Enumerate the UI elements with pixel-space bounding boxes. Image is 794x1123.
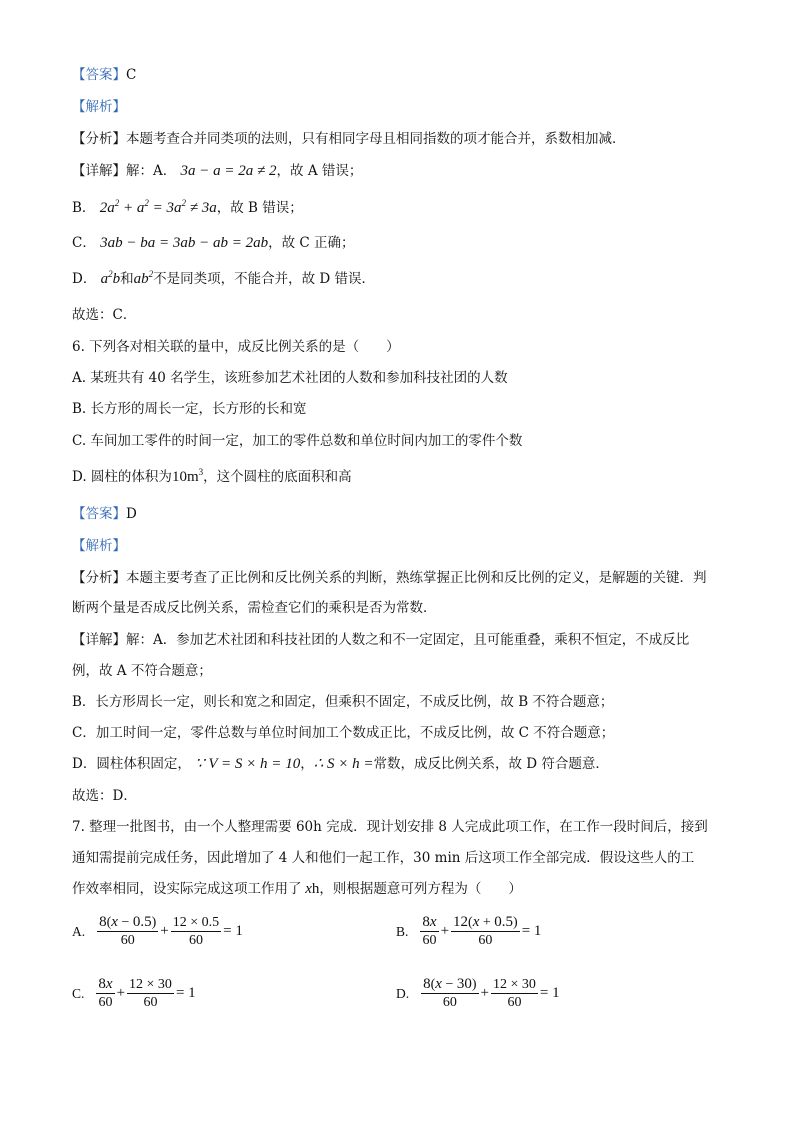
q5-c-line [72, 232, 754, 254]
b-lead: B． [72, 200, 96, 216]
xiangjie-lead: 解：A． [126, 163, 177, 179]
option-label-c: C. [72, 985, 85, 1001]
q7-option-d: D. $\frac{8(x - 30)}{60}$ + $\frac{12 \times 30}{60}$ = 1 [396, 976, 560, 1010]
fraction: $\frac{12 \times 30}{60}$ [129, 977, 172, 1010]
analysis-tag: 【解析】 [72, 99, 126, 115]
d-tail: 不是同类项，不能合并，故 D 错误． [153, 271, 376, 287]
q6-option-c-text: C. 车间加工零件的时间一定，加工的零件总数和单位时间内加工的零件个数 [72, 433, 523, 449]
q6-d-line: D．圆柱体积固定， ∵ V = S × h = 10，∴ S × h =常数，成反比例关系，故 D 符合题意． [72, 756, 609, 772]
guxuan: 故选：D． [72, 788, 137, 804]
q7-stem-text-3a: 作效率相同，设实际完成这项工作用了 [72, 881, 302, 897]
b-text: B．长方形周长一定，则长和宽之和固定，但乘积不固定，不成反比例，故 B 不符合题意； [72, 694, 614, 710]
xiangjie-tag: 【详解】 [72, 632, 126, 648]
q5-fenxi-line [72, 128, 754, 150]
q6-option-d [72, 466, 754, 488]
q6-b-line [72, 691, 754, 713]
q6-c-line [72, 722, 754, 744]
q6-xiangjie-line1 [72, 629, 754, 651]
c-tail: ，故 C 正确； [268, 235, 355, 251]
c-lead: C． [72, 235, 96, 251]
fraction: $\frac{12 \times 0.5}{60}$ [172, 915, 220, 948]
fenxi-tag: 【分析】 [72, 570, 126, 586]
fraction: $\frac{12(x + 0.5)}{60}$ [453, 914, 518, 948]
q7-option-c: C. $\frac{8x}{60}$ + $\frac{12 \times 30}{60}$ = 1 [72, 976, 196, 1010]
q6-option-d-lead: D. 圆柱的体积为 [72, 469, 172, 485]
fraction: $\frac{8(x - 0.5)}{60}$ [99, 914, 157, 948]
q6-option-a-text: A. 某班共有 40 名学生，该班参加艺术社团的人数和参加科技社团的人数 [72, 370, 508, 386]
q7-stem-line3: 作效率相同，设实际完成这项工作用了 xh，则根据题意可列方程为（ ） [72, 881, 522, 897]
q5-b-line [72, 197, 754, 219]
formula-d1: $a^2b$ [100, 269, 121, 287]
a-tail: ，故 A 错误； [276, 163, 363, 179]
q5-answer-line [72, 64, 754, 86]
q5-guxuan-line [72, 304, 754, 326]
xiangjie-tag: 【详解】 [72, 163, 126, 179]
d-lead: D．圆柱体积固定， [72, 756, 191, 772]
d-tail: ，成反比例关系，故 D 符合题意． [400, 756, 609, 772]
answer-value: C [126, 67, 137, 83]
q7-stem-text-1: 7. 整理一批图书，由一个人整理需要 60h 完成．现计划安排 8 人完成此项工作，在工作一段时间后，接到 [72, 819, 708, 835]
formula-b: $2a^2 + a^2 = 3a^2 \ne 3a$ [99, 198, 217, 216]
q7-stem-text-2: 通知需提前完成任务，因此增加了 4 人和他们一起工作，30 min 后这项工作全部完成．假设这些人的工 [72, 850, 695, 866]
q5-xiangjie-a-line [72, 160, 754, 182]
c-text: C．加工时间一定，零件总数与单位时间加工个数成正比，不成反比例，故 C 不符合题意； [72, 725, 615, 741]
formula-d2: $ab^2$ [133, 269, 154, 287]
answer-value: D [126, 506, 137, 522]
volume-value: $10m^3$ [171, 467, 204, 485]
fenxi-tag: 【分析】 [72, 131, 126, 147]
answer-tag: 【答案】 [72, 67, 126, 83]
q6-option-c [72, 430, 754, 452]
q6-stem-text: 6. 下列各对相关联的量中，成反比例关系的是（ ） [72, 339, 400, 355]
q6-guxuan-line [72, 785, 754, 807]
option-label-b: B. [396, 923, 409, 939]
xiangjie-text-2: 例，故 A 不符合题意； [72, 663, 212, 679]
q7-stem-text-3b: ，则根据题意可列方程为（ ） [319, 881, 522, 897]
fraction: $\frac{12 \times 30}{60}$ [493, 977, 536, 1010]
fraction: $\frac{8(x - 30)}{60}$ [423, 976, 477, 1010]
q6-option-b-text: B. 长方形的周长一定，长方形的长和宽 [72, 401, 307, 417]
guxuan: 故选：C． [72, 307, 137, 323]
q5-analysis-line [72, 96, 754, 118]
q6-option-d-tail: ，这个圆柱的底面积和高 [203, 469, 352, 485]
q6-xiangjie-line2 [72, 660, 754, 682]
analysis-tag: 【解析】 [72, 538, 126, 554]
q6-stem [72, 336, 754, 358]
fenxi-text-2: 断两个量是否成反比例关系，需检查它们的乘积是否为常数． [72, 600, 437, 616]
q6-option-a [72, 367, 754, 389]
formula-a: 3a − a = 2a ≠ 2 [180, 163, 277, 179]
q7-option-b: B. $\frac{8x}{60}$ + $\frac{12(x + 0.5)}{60}$ = 1 [396, 914, 542, 948]
q6-answer-line [72, 503, 754, 525]
q6-option-b [72, 398, 754, 420]
formula-product: ∴ S × h = [313, 756, 374, 772]
q7-option-a: A. $\frac{8(x - 0.5)}{60}$ + $\frac{12 \times 0.5}{60}$ = 1 [72, 914, 243, 948]
d-mid: 常数 [373, 756, 401, 772]
answer-tag: 【答案】 [72, 506, 126, 522]
q6-fenxi-line1 [72, 567, 754, 589]
fraction: $\frac{8x}{60}$ [422, 914, 437, 948]
option-label-a: A. [72, 923, 86, 939]
formula-c: 3ab − ba = 3ab − ab = 2ab [100, 235, 269, 251]
q6-fenxi-line2 [72, 597, 754, 619]
d-lead: D． [72, 271, 97, 287]
d-mid: 和 [120, 271, 134, 287]
fenxi-text: 本题考查合并同类项的法则，只有相同字母且相同指数的项才能合并，系数相加减． [126, 131, 626, 147]
fraction: $\frac{8x}{60}$ [98, 976, 113, 1010]
variable-xh: x [301, 881, 312, 897]
fenxi-text-1: 本题主要考查了正比例和反比例关系的判断，熟练掌握正比例和反比例的定义，是解题的关键．判 [126, 570, 707, 586]
b-tail: ，故 B 错误； [216, 200, 303, 216]
q6-analysis-line [72, 535, 754, 557]
q7-stem-line2 [72, 847, 754, 869]
q5-d-line [72, 268, 754, 290]
q7-stem-line1 [72, 816, 754, 838]
formula-volume: ∵ V = S × h = 10 [195, 756, 301, 772]
option-label-d: D. [396, 985, 410, 1001]
xiangjie-text-1: 解：A．参加艺术社团和科技社团的人数之和不一定固定，且可能重叠，乘积不恒定，不成反比 [126, 632, 690, 648]
